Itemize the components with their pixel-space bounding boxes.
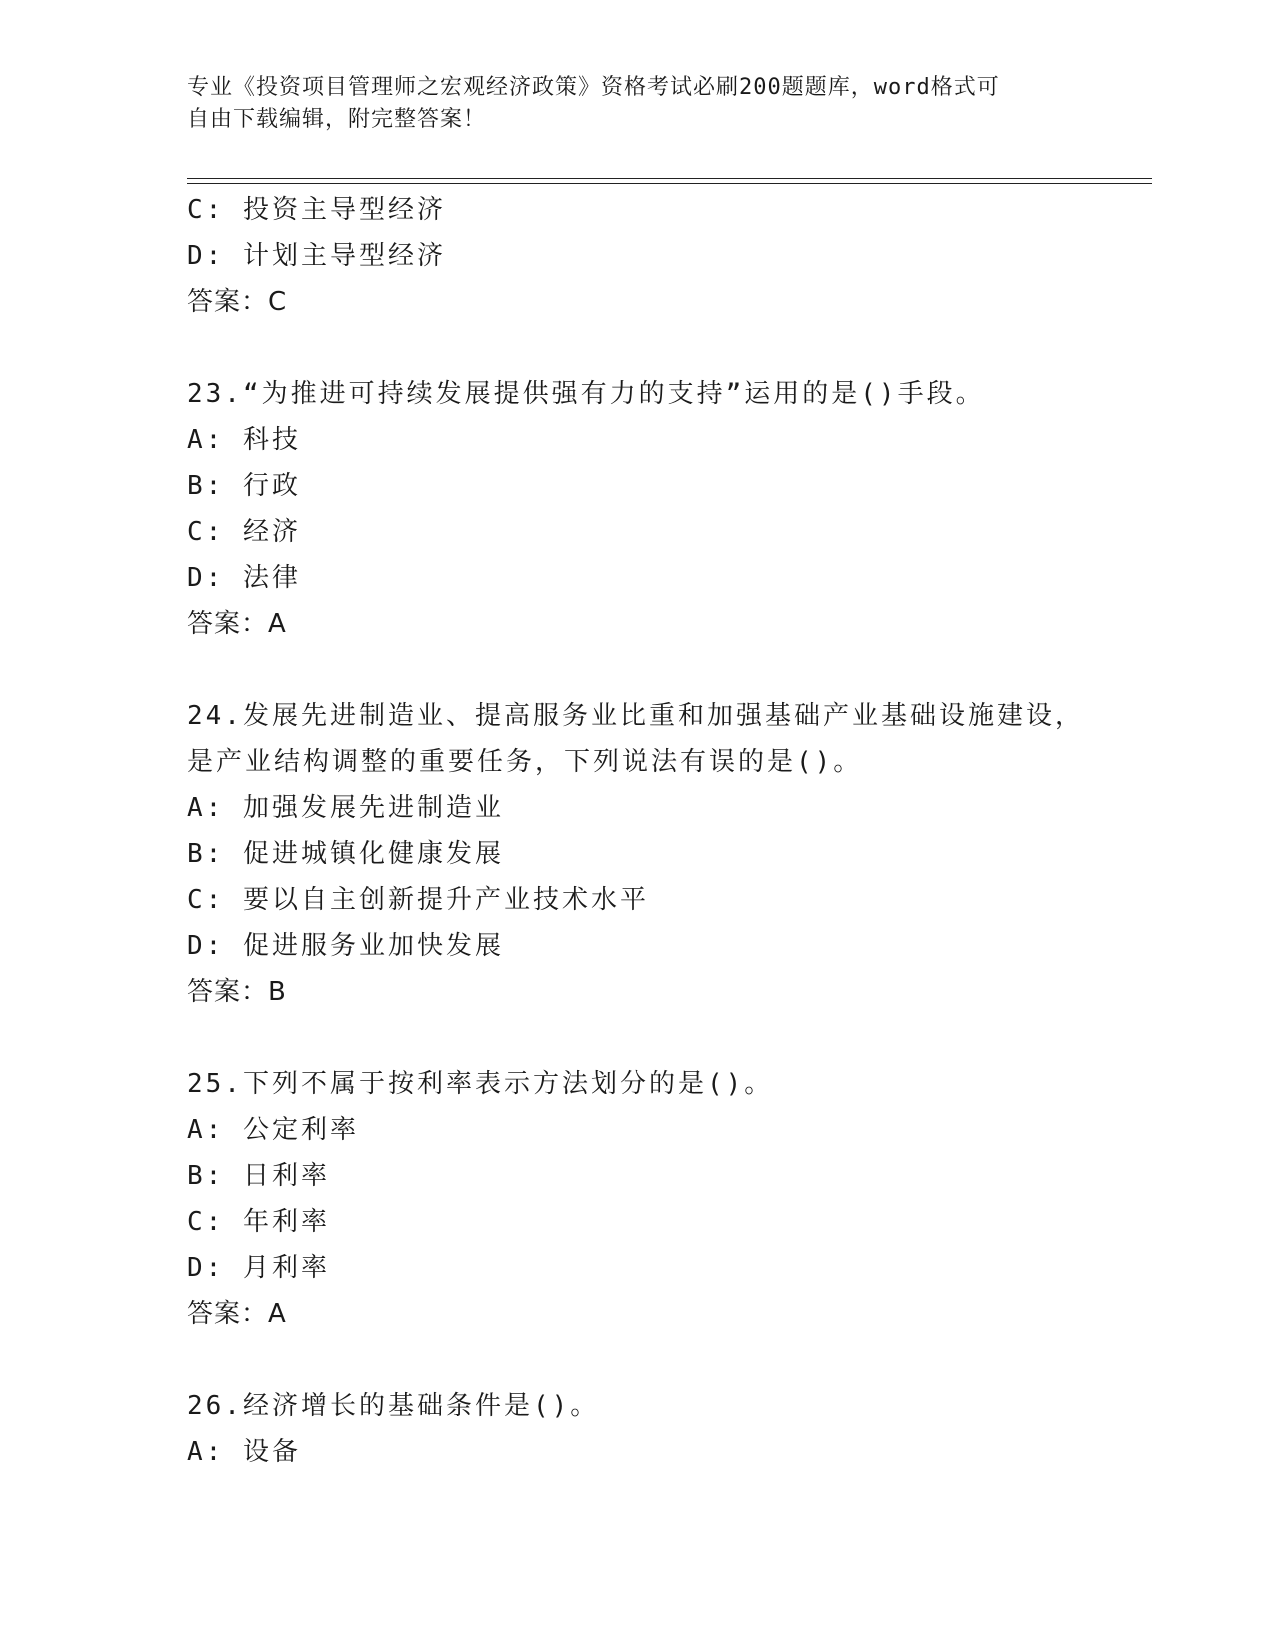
option-c: C: 经济 (187, 517, 301, 547)
header-line-1: 专业《投资项目管理师之宏观经济政策》资格考试必刷200题题库，word格式可 (187, 75, 1000, 100)
answer: 答案：C (187, 287, 288, 317)
spacer (187, 325, 1087, 371)
option-c: C: 投资主导型经济 (187, 195, 446, 225)
document-header (187, 72, 1067, 136)
answer: 答案：A (187, 1299, 287, 1329)
option-a: A: 科技 (187, 425, 301, 455)
header-divider-top (187, 178, 1152, 179)
question-24 (187, 693, 1087, 1015)
spacer (187, 1337, 1087, 1383)
option-a: A: 加强发展先进制造业 (187, 793, 504, 823)
option-d: D: 月利率 (187, 1253, 330, 1283)
question-list (187, 187, 1087, 1475)
option-d: D: 促进服务业加快发展 (187, 931, 504, 961)
question-stem-line-1: 24.发展先进制造业、提高服务业比重和加强基础产业基础设施建设， (187, 701, 1084, 731)
question-26 (187, 1383, 1087, 1475)
option-a: A: 设备 (187, 1437, 301, 1467)
header-divider-bottom (187, 183, 1152, 184)
option-c: C: 要以自主创新提升产业技术水平 (187, 885, 649, 915)
question-stem: 26.经济增长的基础条件是()。 (187, 1391, 600, 1421)
question-stem-line-2: 是产业结构调整的重要任务，下列说法有误的是()。 (187, 747, 863, 777)
question-23 (187, 371, 1087, 647)
question-stem: 23.“为推进可持续发展提供强有力的支持”运用的是()手段。 (187, 379, 985, 409)
spacer (187, 647, 1087, 693)
option-b: B: 日利率 (187, 1161, 330, 1191)
option-b: B: 促进城镇化健康发展 (187, 839, 504, 869)
previous-question (187, 187, 1087, 325)
option-a: A: 公定利率 (187, 1115, 359, 1145)
header-line-2: 自由下载编辑，附完整答案！ (187, 107, 487, 132)
option-b: B: 行政 (187, 471, 301, 501)
question-stem: 25.下列不属于按利率表示方法划分的是()。 (187, 1069, 774, 1099)
option-c: C: 年利率 (187, 1207, 330, 1237)
spacer (187, 1015, 1087, 1061)
option-d: D: 计划主导型经济 (187, 241, 446, 271)
answer: 答案：A (187, 609, 287, 639)
question-25 (187, 1061, 1087, 1337)
option-d: D: 法律 (187, 563, 301, 593)
answer: 答案：B (187, 977, 287, 1007)
